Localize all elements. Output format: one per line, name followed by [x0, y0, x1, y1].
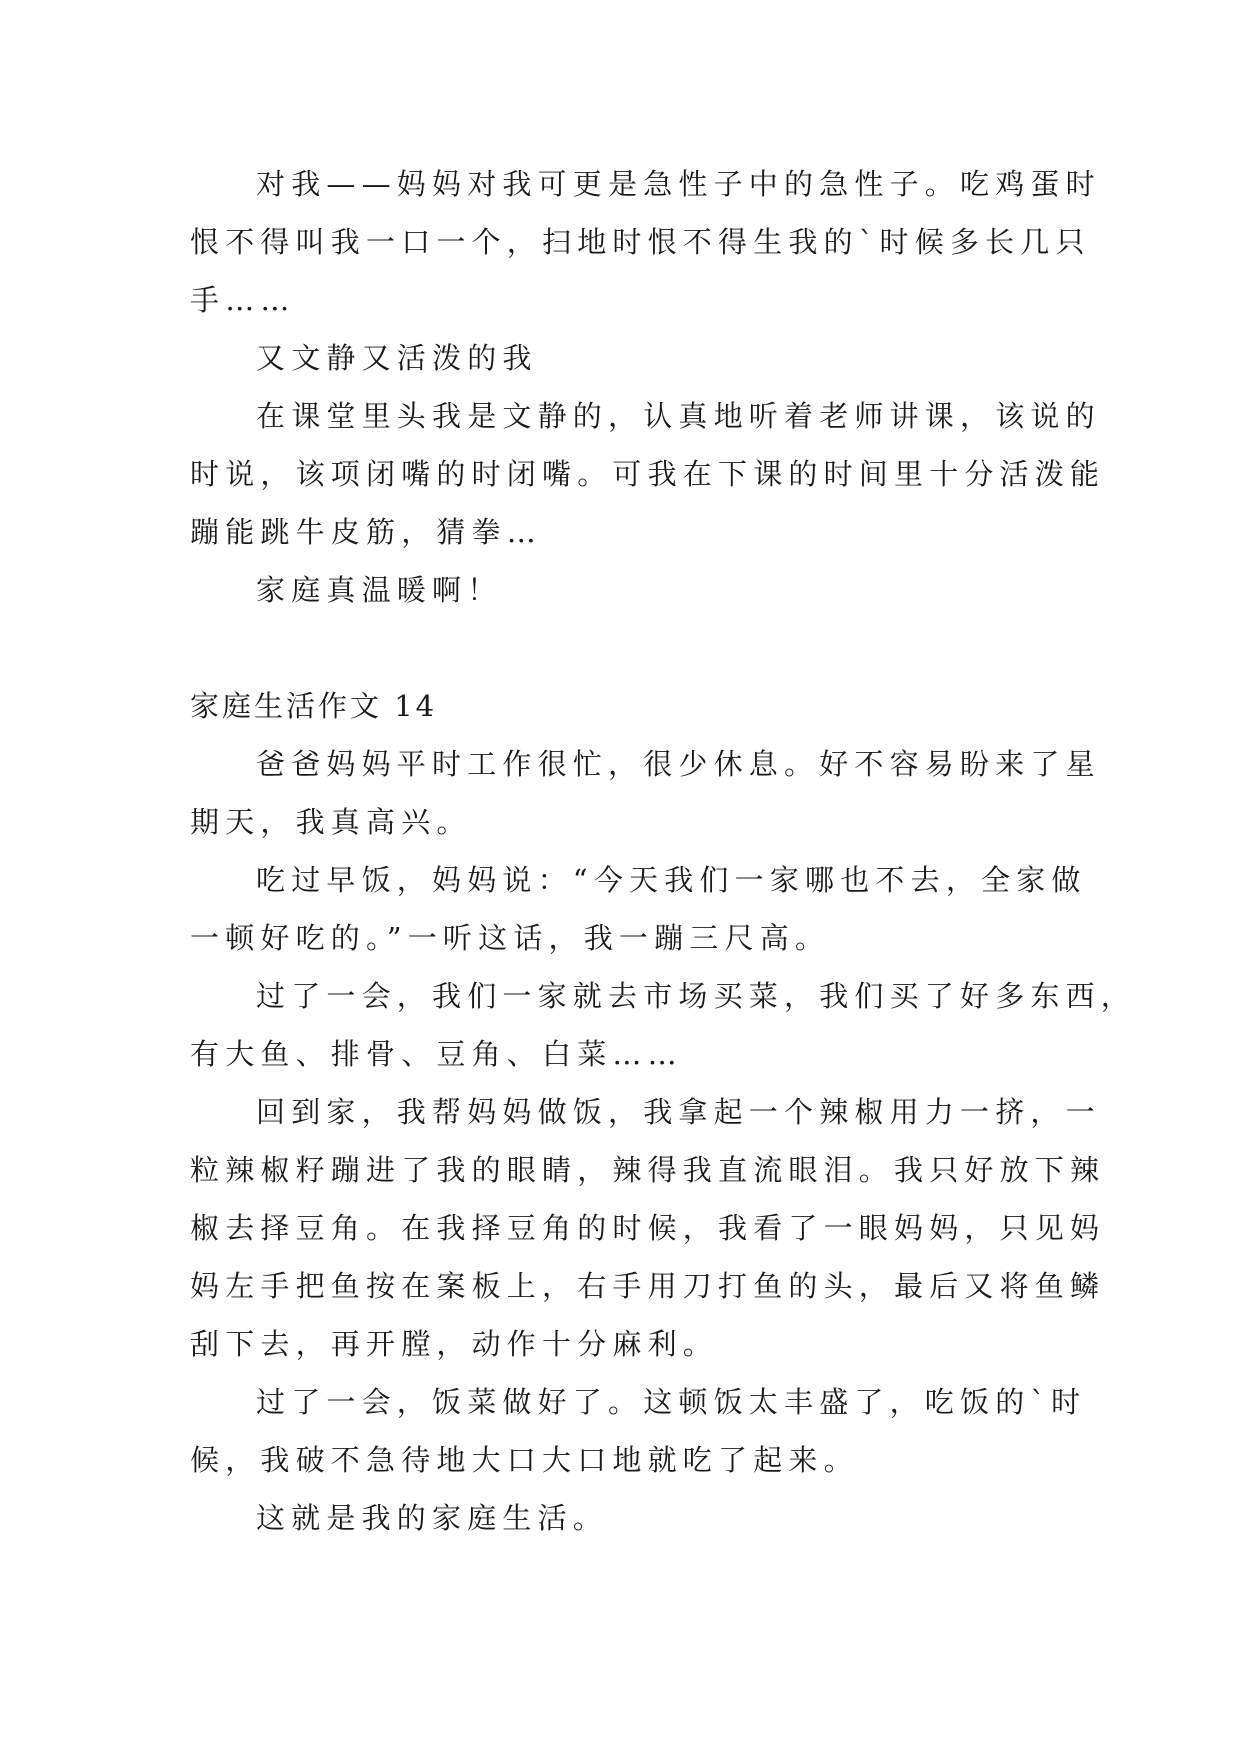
paragraph-line: 妈左手把鱼按在案板上，右手用刀打鱼的头，最后又将鱼鳞: [190, 1269, 1106, 1303]
paragraph-line: 蹦能跳牛皮筋，猜拳…: [190, 515, 543, 549]
section-title: 家庭生活作文 14: [190, 689, 438, 723]
paragraph-line: 对我——妈妈对我可更是急性子中的急性子。吃鸡蛋时: [256, 167, 1101, 201]
paragraph-line: 椒去择豆角。在我择豆角的时候，我看了一眼妈妈，只见妈: [190, 1211, 1106, 1245]
paragraph-line: 有大鱼、排骨、豆角、白菜……: [190, 1037, 683, 1071]
paragraph-line: 期天，我真高兴。: [190, 805, 472, 839]
paragraph-line: 时说，该项闭嘴的时闭嘴。可我在下课的时间里十分活泼能: [190, 457, 1106, 491]
paragraph-line: 粒辣椒籽蹦进了我的眼睛，辣得我直流眼泪。我只好放下辣: [190, 1153, 1106, 1187]
paragraph-line: 吃过早饭，妈妈说：“今天我们一家哪也不去，全家做: [256, 863, 1087, 897]
paragraph-line: 刮下去，再开膛，动作十分麻利。: [190, 1327, 719, 1361]
paragraph-line: 候，我破不急待地大口大口地就吃了起来。: [190, 1443, 859, 1477]
paragraph-line: 恨不得叫我一口一个，扫地时恨不得生我的`时候多长几只: [190, 225, 1091, 259]
paragraph-line: 在课堂里头我是文静的，认真地听着老师讲课，该说的: [256, 399, 1101, 433]
paragraph-line: 这就是我的家庭生活。: [256, 1501, 609, 1535]
paragraph-line: 一顿好吃的。”一听这话，我一蹦三尺高。: [190, 921, 831, 955]
paragraph-line: 回到家，我帮妈妈做饭，我拿起一个辣椒用力一挤，一: [256, 1095, 1101, 1129]
paragraph-line: 手……: [190, 283, 296, 317]
paragraph-line: 过了一会，我们一家就去市场买菜，我们买了好多东西，: [256, 979, 1137, 1013]
paragraph-line: 又文静又活泼的我: [256, 341, 538, 375]
paragraph-line: 过了一会，饭菜做好了。这顿饭太丰盛了，吃饭的`时: [256, 1385, 1087, 1419]
paragraph-line: 爸爸妈妈平时工作很忙，很少休息。好不容易盼来了星: [256, 747, 1101, 781]
paragraph-line: 家庭真温暖啊！: [256, 573, 503, 607]
